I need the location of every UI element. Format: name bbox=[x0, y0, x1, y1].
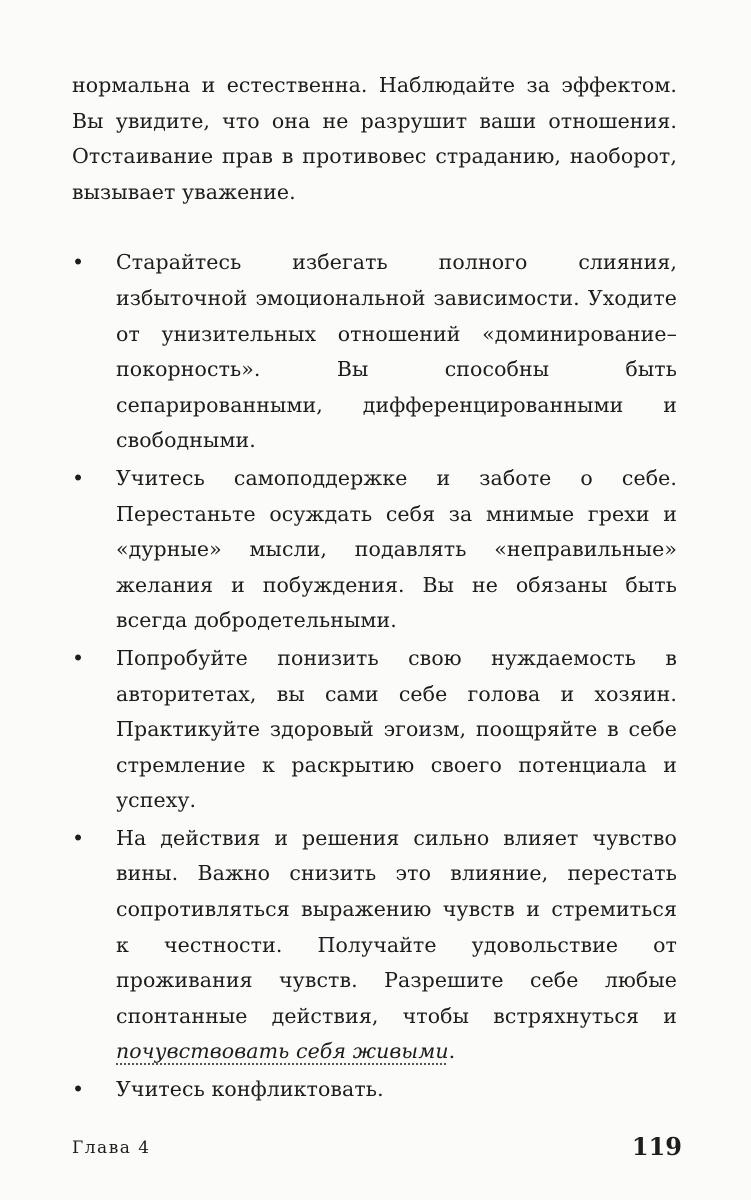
bullet-icon: • bbox=[72, 465, 85, 490]
emphasis-phrase: почувствовать себя живыми bbox=[116, 1039, 449, 1064]
bullet-icon: • bbox=[72, 825, 85, 850]
bullet-list bbox=[72, 245, 677, 1107]
page-footer bbox=[72, 1132, 682, 1162]
list-item-text-after: . bbox=[448, 1039, 456, 1064]
bullet-icon: • bbox=[72, 1077, 85, 1102]
bullet-icon: • bbox=[72, 645, 85, 670]
list-item bbox=[72, 461, 677, 639]
bullet-icon: • bbox=[72, 250, 85, 275]
list-item-text: Учитесь самоподдержке и заботе о себе. Перестаньте осуждать себя за мнимые грехи и «дурные» мысли, подавлять «неправильные» желания и побуждения. Вы не обязаны быть всегда добродетельными. bbox=[116, 465, 677, 633]
list-item-text bbox=[116, 826, 677, 1064]
page-number: 119 bbox=[631, 1132, 682, 1161]
list-item bbox=[72, 821, 677, 1070]
running-head-chapter: Глава 4 bbox=[72, 1138, 151, 1158]
list-item bbox=[72, 641, 677, 819]
list-item-text: Учитесь конфликтовать. bbox=[116, 1077, 384, 1102]
list-item-text: Попробуйте понизить свою нуждаемость в авторитетах, вы сами себе голова и хозяин. Практикуйте здоровый эгоизм, поощряйте в себе стремление к раскрытию своего потенциала и успеху. bbox=[116, 645, 677, 813]
list-item-text: Старайтесь избегать полного слияния, избыточной эмоциональной зависимости. Уходите от унизительных отношений «доминирование–покорность». Вы способны быть сепарированными, дифференцированными и свободными. bbox=[116, 250, 677, 453]
list-item bbox=[72, 1072, 677, 1108]
intro-paragraph: нормальна и естественна. Наблюдайте за эффектом. Вы увидите, что она не разрушит ваши отношения. Отстаивание прав в противовес страданию, наоборот, вызывает уважение. bbox=[72, 73, 677, 204]
list-item-text-before: На действия и решения сильно влияет чувство вины. Важно снизить это влияние, перестать сопротивляться выражению чувств и стремиться к честности. Получайте удовольствие от проживания чувств. Разрешите себе любые спонтанные действия, чтобы встряхнуться и bbox=[116, 825, 677, 1028]
list-item bbox=[72, 245, 677, 459]
body-text bbox=[72, 68, 677, 1110]
